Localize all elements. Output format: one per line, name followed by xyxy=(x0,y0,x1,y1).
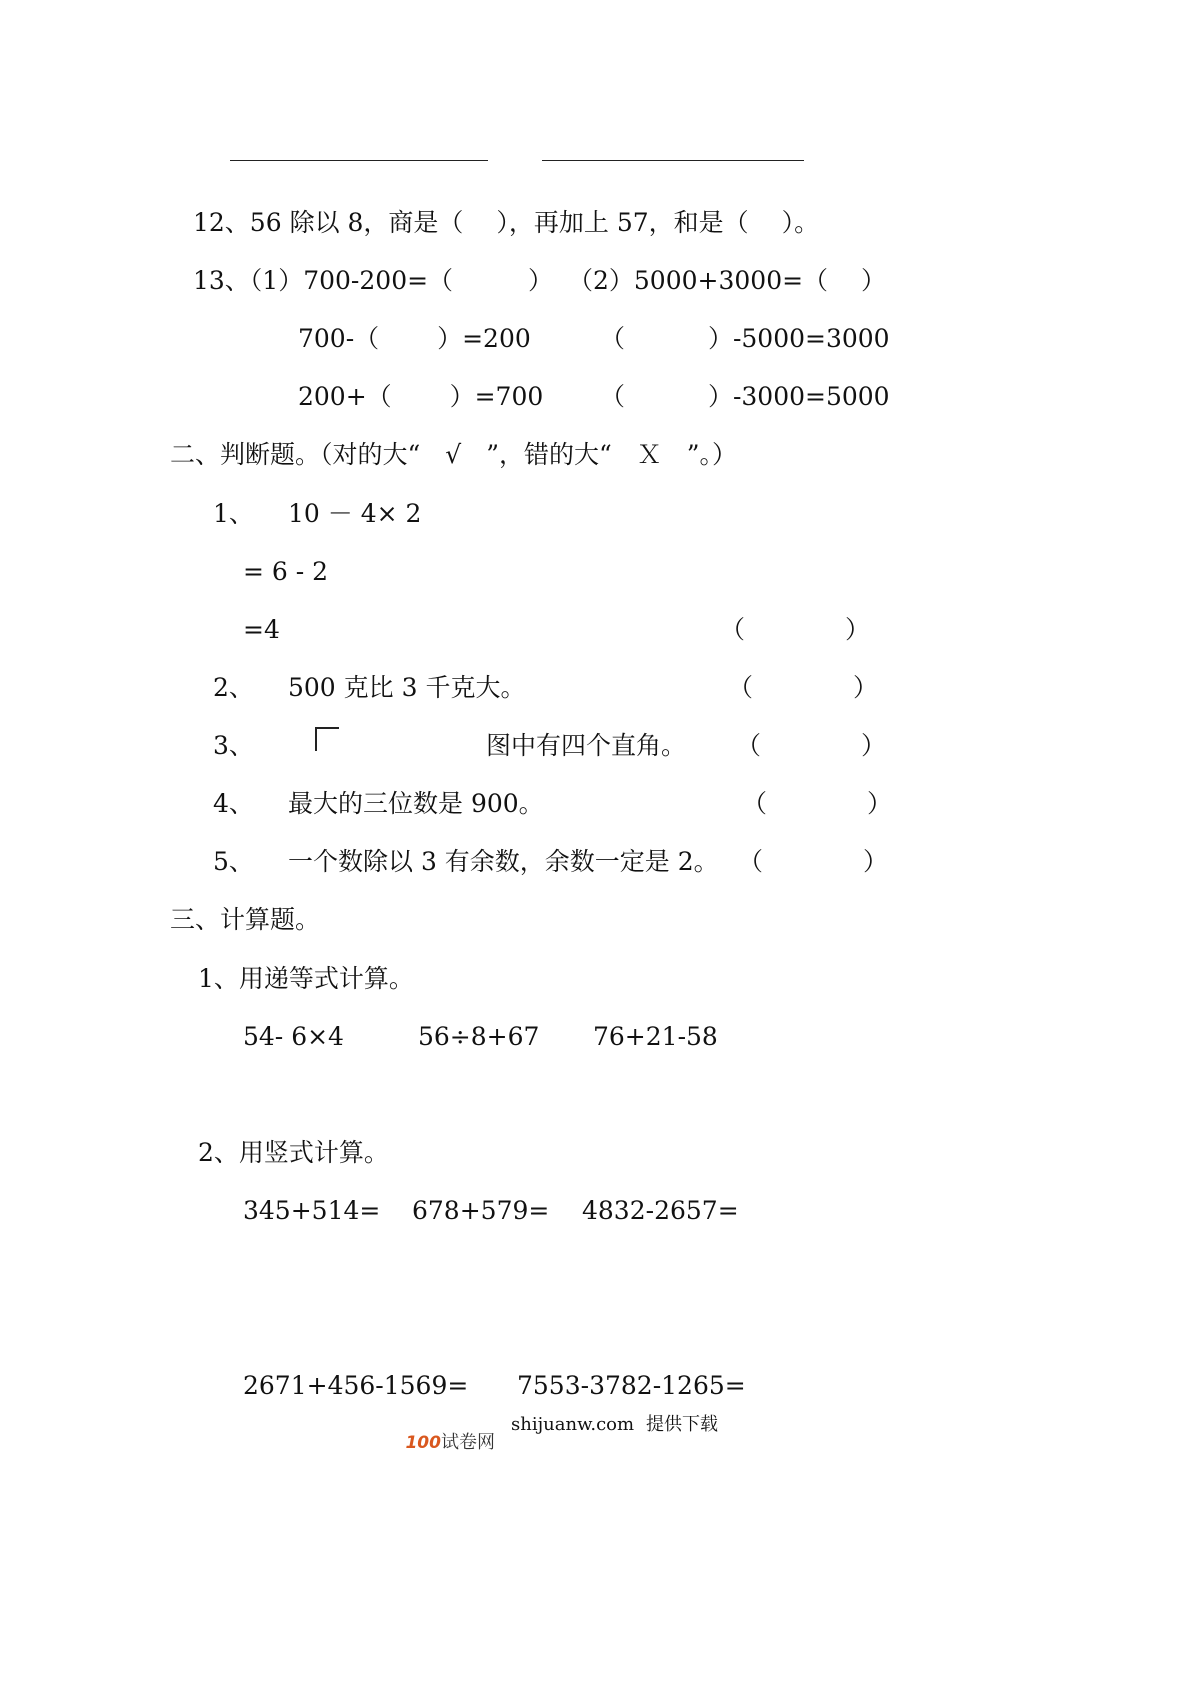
calc-expr-1: 54- 6×4 xyxy=(243,1022,344,1051)
footer-site: shijuanw.com xyxy=(511,1414,635,1435)
judge-item-3-num: 3、 xyxy=(213,731,254,760)
vertical-expr-4: 2671+456-1569= xyxy=(243,1371,469,1400)
question-13-row3-left: 200+（ ）=700 xyxy=(298,382,544,411)
judge-item-4-num: 4、 xyxy=(213,789,254,818)
vertical-expr-3: 4832-2657= xyxy=(582,1196,739,1225)
vertical-expr-5: 7553-3782-1265= xyxy=(517,1371,746,1400)
question-13-row1-left: 13、（1）700-200=（ ） xyxy=(193,266,554,295)
judge-item-3-paren: （ ） xyxy=(736,731,887,760)
answer-line-right xyxy=(542,160,804,161)
footer-logo-text: 试卷网 xyxy=(440,1432,495,1453)
question-13-row2-left: 700-（ ）=200 xyxy=(298,324,531,353)
vertical-expr-1: 345+514= xyxy=(243,1196,381,1225)
judge-item-1-line1: 10 － 4× 2 xyxy=(288,499,422,528)
calc-part-1-title: 1、用递等式计算。 xyxy=(198,964,414,993)
judge-item-2-text: 500 克比 3 千克大。 xyxy=(288,673,526,702)
question-13-row1-right: （2）5000+3000=（ ） xyxy=(568,266,886,295)
vertical-expr-2: 678+579= xyxy=(412,1196,550,1225)
section-3-heading: 三、计算题。 xyxy=(170,905,321,934)
judge-item-5-paren: （ ） xyxy=(738,847,889,876)
corner-figure xyxy=(315,727,339,751)
judge-item-1-line2: = 6 - 2 xyxy=(243,557,329,586)
footer-tagline: 提供下载 xyxy=(646,1414,718,1435)
judge-item-2-num: 2、 xyxy=(213,673,254,702)
question-12: 12、56 除以 8，商是（ ），再加上 57，和是（ ）。 xyxy=(193,208,820,237)
judge-item-1-num: 1、 xyxy=(213,499,254,528)
judge-item-4-paren: （ ） xyxy=(742,789,893,818)
footer-logo-number: 100 xyxy=(405,1433,441,1453)
calc-expr-3: 76+21-58 xyxy=(593,1022,718,1051)
judge-item-1-line3: =4 xyxy=(243,615,280,644)
footer-logo xyxy=(394,1416,495,1452)
calc-part-2-title: 2、用竖式计算。 xyxy=(198,1138,389,1167)
judge-item-2-paren: （ ） xyxy=(728,673,879,702)
section-2-heading: 二、判断题。（对的大“ √ ”，错的大“ Ｘ ”。） xyxy=(170,440,738,469)
question-13-row3-right: （ ）-3000=5000 xyxy=(600,382,890,411)
judge-item-5-num: 5、 xyxy=(213,847,254,876)
question-13-row2-right: （ ）-5000=3000 xyxy=(600,324,890,353)
calc-expr-2: 56÷8+67 xyxy=(418,1022,540,1051)
answer-line-left xyxy=(230,160,488,161)
judge-item-3-text: 图中有四个直角。 xyxy=(486,731,687,760)
judge-item-4-text: 最大的三位数是 900。 xyxy=(288,789,544,818)
judge-item-5-text: 一个数除以 3 有余数，余数一定是 2。 xyxy=(288,847,719,876)
judge-item-1-paren: （ ） xyxy=(720,615,871,644)
